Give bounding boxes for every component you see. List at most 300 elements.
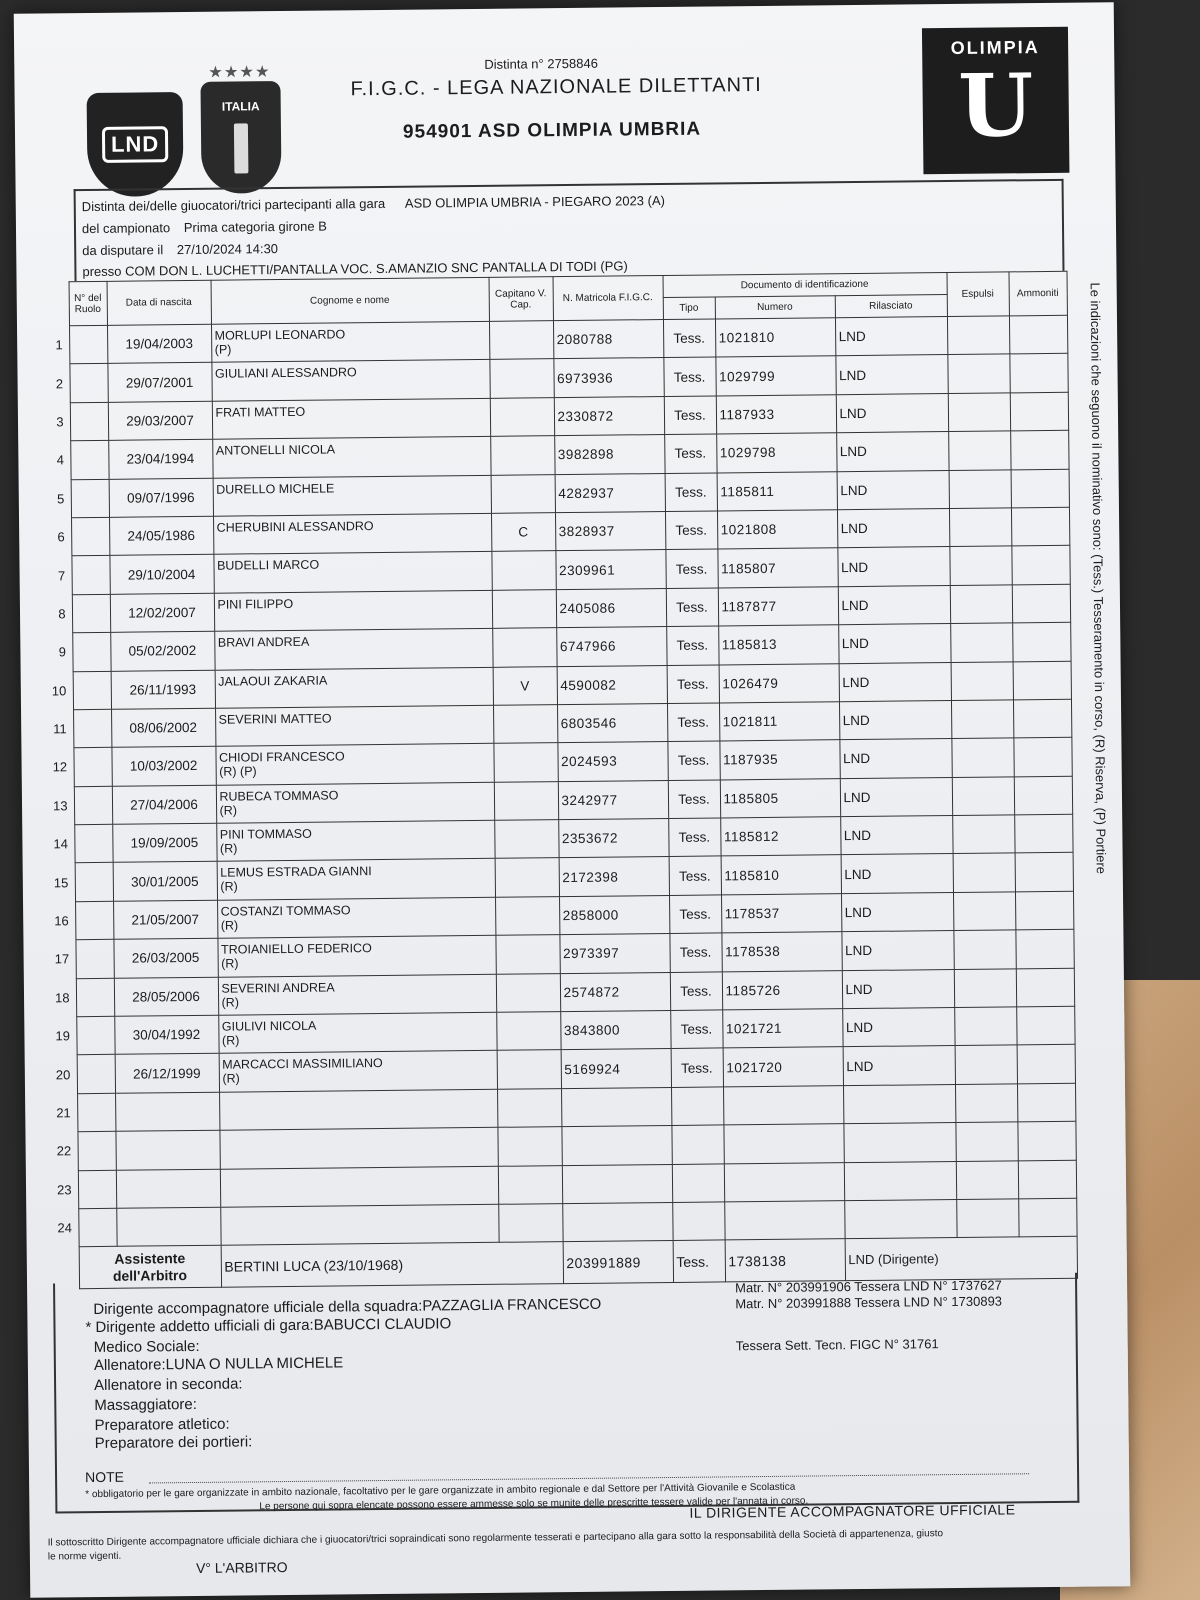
match-line <box>82 193 665 214</box>
matricola <box>561 1087 671 1127</box>
player-name <box>218 974 496 1015</box>
player-name <box>212 437 490 478</box>
birth-date: 29/07/2001 <box>107 363 211 402</box>
doc-rilasciato <box>844 1161 956 1201</box>
matricola: 4590082 <box>557 665 667 705</box>
captain-mark <box>489 321 553 360</box>
doc-tipo: Tess. <box>663 357 715 396</box>
doc-numero: 1178537 <box>721 894 841 934</box>
role-cell <box>78 1208 116 1247</box>
doc-numero: 1021721 <box>722 1009 842 1049</box>
italia-logo-shield <box>234 123 249 173</box>
player-tag: (R) <box>221 995 240 1010</box>
player-name-text <box>223 1132 494 1135</box>
birth-date <box>116 1207 220 1246</box>
role-cell <box>71 517 109 556</box>
row-number: 4 <box>56 452 64 468</box>
ammoniti-cell <box>1017 1045 1075 1084</box>
birth-date: 12/02/2007 <box>110 593 214 632</box>
doc-rilasciato: LND <box>836 432 948 472</box>
player-tag <box>223 1094 494 1097</box>
ammoniti-cell <box>1009 354 1067 393</box>
player-tag: (P) <box>214 342 232 357</box>
assistant-numero: 1738138 <box>725 1239 845 1282</box>
referee-label: V° L'ARBITRO <box>195 1559 288 1576</box>
players-table <box>43 271 1078 1290</box>
role-cell <box>78 1170 116 1209</box>
role-cell <box>71 479 109 518</box>
doc-tipo: Tess. <box>666 626 718 665</box>
doc-rilasciato: LND <box>839 739 951 779</box>
birth-date: 26/11/1993 <box>111 670 215 709</box>
player-tag: (R) <box>220 879 238 895</box>
espulsi-cell <box>951 700 1013 739</box>
player-name-text: ANTONELLI NICOLA <box>215 442 336 458</box>
role-cell <box>73 709 111 748</box>
fine-print-4: le norme vigenti. <box>47 1550 122 1563</box>
col-tipo: Tipo <box>663 297 715 320</box>
assistant-label-line2: dell'Arbitro <box>112 1266 188 1284</box>
doc-numero: 1185812 <box>720 817 840 857</box>
row-number: 9 <box>58 644 67 660</box>
player-name <box>211 360 489 401</box>
captain-mark <box>492 628 556 667</box>
player-name <box>217 936 495 977</box>
birth-date: 19/09/2005 <box>112 823 216 862</box>
col-document: Documento di identificazione <box>663 273 947 298</box>
matricola: 2858000 <box>559 895 669 935</box>
doc-tipo <box>672 1164 724 1203</box>
row-number: 20 <box>55 1066 71 1083</box>
captain-mark <box>495 935 559 974</box>
role-cell <box>74 824 112 863</box>
espulsi-cell <box>950 585 1012 624</box>
row-number: 15 <box>53 874 69 891</box>
doc-numero: 1021811 <box>719 702 839 742</box>
birth-date: 21/05/2007 <box>113 900 217 939</box>
ammoniti-cell <box>1018 1198 1076 1237</box>
player-name-text: BUDELLI MARCO <box>216 557 320 574</box>
player-tag: (R) <box>220 918 239 933</box>
captain-mark <box>493 705 557 744</box>
matricola: 2574872 <box>560 972 670 1012</box>
espulsi-cell <box>955 1045 1017 1084</box>
doc-rilasciato: LND <box>835 355 947 395</box>
birth-date: 28/05/2006 <box>114 977 218 1016</box>
espulsi-cell <box>950 623 1012 662</box>
date-line <box>82 241 278 258</box>
doc-tipo: Tess. <box>666 588 718 627</box>
espulsi-cell <box>953 930 1015 969</box>
doc-tipo: Tess. <box>665 549 717 588</box>
doc-tipo <box>672 1202 724 1241</box>
matricola: 2309961 <box>555 550 665 590</box>
birth-date: 29/03/2007 <box>108 401 212 440</box>
matricola: 4282937 <box>555 473 665 513</box>
matricola: 2172398 <box>559 857 669 897</box>
match-info-box <box>74 179 1065 281</box>
matricola <box>562 1202 672 1242</box>
role-cell <box>77 1132 115 1171</box>
espulsi-cell <box>949 546 1011 585</box>
espulsi-cell <box>955 1084 1017 1123</box>
col-espulsi: Espulsi <box>946 272 1008 317</box>
matricola: 3843800 <box>560 1011 670 1051</box>
doc-numero: 1178538 <box>721 932 841 972</box>
ammoniti-cell <box>1010 392 1068 431</box>
player-name <box>213 552 491 593</box>
row-number: 5 <box>57 491 65 507</box>
allenatore-seconda: Allenatore in seconda: <box>94 1375 243 1395</box>
role-cell <box>69 325 107 364</box>
row-number: 1 <box>55 337 63 353</box>
matricola <box>561 1126 671 1166</box>
captain-mark <box>491 474 555 513</box>
doc-rilasciato <box>843 1123 955 1163</box>
espulsi-cell <box>948 393 1010 432</box>
role-cell <box>73 748 111 787</box>
club-title: 954901 ASD OLIMPIA UMBRIA <box>402 118 702 143</box>
player-name-text: TROIANIELLO FEDERICO <box>220 941 372 957</box>
assistant-rilasciato: LND (Dirigente) <box>845 1237 1077 1281</box>
doc-numero: 1187933 <box>716 394 836 434</box>
birth-date: 30/01/2005 <box>113 862 217 901</box>
col-ammoniti: Ammoniti <box>1008 271 1066 316</box>
row-number: 8 <box>58 606 66 622</box>
birth-date: 29/10/2004 <box>109 555 213 594</box>
fine-print-3: Il sottoscritto Dirigente accompagnatore ufficiale dichiara che i giuocatori/trici sopraindicati sono regolarmente tesserati e partecipano alla gara sotto la responsabilità della Società di appartenenza, giusto <box>47 1528 944 1549</box>
player-name <box>220 1204 498 1245</box>
captain-mark <box>497 1050 561 1089</box>
row-number: 18 <box>54 990 70 1006</box>
row-number: 16 <box>54 913 69 929</box>
ammoniti-cell <box>1014 776 1072 815</box>
matricola: 3982898 <box>554 435 664 475</box>
captain-mark <box>497 1127 561 1166</box>
captain-mark <box>496 973 560 1012</box>
matricola: 3828937 <box>555 511 665 551</box>
role-cell <box>75 863 113 902</box>
espulsi-cell <box>949 469 1011 508</box>
ammoniti-cell <box>1014 814 1072 853</box>
role-cell <box>75 901 113 940</box>
espulsi-cell <box>956 1199 1018 1238</box>
doc-rilasciato: LND <box>835 317 947 357</box>
captain-mark <box>497 1088 561 1127</box>
doc-tipo: Tess. <box>669 933 721 972</box>
doc-numero: 1021720 <box>723 1047 843 1087</box>
doc-numero <box>724 1162 844 1202</box>
doc-rilasciato: LND <box>837 470 949 510</box>
doc-rilasciato: LND <box>839 662 951 702</box>
row-number: 19 <box>55 1028 71 1044</box>
doc-tipo: Tess. <box>668 780 720 819</box>
doc-tipo: Tess. <box>671 1048 723 1087</box>
captain-mark <box>492 589 556 628</box>
player-tag: (R) (P) <box>219 764 257 779</box>
doc-rilasciato: LND <box>838 624 950 664</box>
captain-mark <box>496 1012 560 1051</box>
player-tag: (R) <box>221 956 239 971</box>
role-cell <box>72 594 110 633</box>
birth-date: 30/04/1992 <box>114 1015 218 1054</box>
col-rilasciato: Rilasciato <box>835 295 947 318</box>
matricola: 2353672 <box>558 819 668 859</box>
player-name-text: FRATI MATTEO <box>215 404 306 420</box>
espulsi-cell <box>951 661 1013 700</box>
player-name-text <box>223 1170 494 1173</box>
player-name <box>217 859 495 900</box>
player-name <box>219 1128 497 1169</box>
player-tag <box>223 1170 494 1173</box>
captain-mark <box>494 820 558 859</box>
row-number: 21 <box>56 1105 71 1121</box>
doc-rilasciato: LND <box>840 777 952 817</box>
matricola: 2405086 <box>556 588 666 628</box>
date-value: 27/10/2024 14:30 <box>176 241 279 258</box>
doc-numero: 1185813 <box>718 625 838 665</box>
row-number: 10 <box>51 682 67 699</box>
role-cell <box>69 364 107 403</box>
row-number: 13 <box>52 798 68 814</box>
espulsi-cell <box>951 738 1013 777</box>
matricola: 2330872 <box>554 396 664 436</box>
allenatore: Allenatore:LUNA O NULLA MICHELE <box>93 1354 344 1375</box>
birth-date: 09/07/1996 <box>109 478 213 517</box>
doc-rilasciato: LND <box>839 700 951 740</box>
championship-label: del campionato <box>81 220 171 237</box>
espulsi-cell <box>954 969 1016 1008</box>
player-name <box>214 590 492 631</box>
assistant-label-line1: Assistente <box>114 1249 186 1267</box>
player-name <box>214 628 492 669</box>
player-name <box>212 398 490 439</box>
doc-numero: 1185807 <box>717 548 837 588</box>
championship-value: Prima categoria girone B <box>183 218 327 236</box>
matricola-line-2: Matr. N° 203991888 Tessera LND N° 1730893 <box>735 1293 1003 1312</box>
player-name <box>216 820 494 861</box>
row-number: 11 <box>53 721 67 737</box>
tessera-tecnica: Tessera Sett. Tecn. FIGC N° 31761 <box>735 1336 939 1354</box>
doc-rilasciato: LND <box>842 1008 954 1048</box>
ammoniti-cell <box>1013 699 1071 738</box>
row-number: 24 <box>57 1220 73 1236</box>
ammoniti-cell <box>1011 507 1069 546</box>
captain-mark: C <box>491 513 555 552</box>
match-label: Distinta dei/delle giuocatori/trici partecipanti alla gara <box>81 195 386 215</box>
birth-date: 08/06/2002 <box>111 708 215 747</box>
espulsi-cell <box>947 354 1009 393</box>
matricola <box>562 1164 672 1204</box>
espulsi-cell <box>948 431 1010 470</box>
doc-tipo: Tess. <box>667 741 719 780</box>
birth-date <box>115 1092 219 1131</box>
fine-print-2: Le persone qui sopra elencate possono essere ammesse solo se munite delle prescritte tessere valide per l'annata in corso. <box>259 1495 809 1513</box>
ammoniti-cell <box>1011 546 1069 585</box>
ammoniti-cell <box>1017 1083 1075 1122</box>
col-role: N° del Ruolo <box>69 281 107 325</box>
col-birth: Data di nascita <box>107 280 211 325</box>
ammoniti-cell <box>1010 430 1068 469</box>
doc-numero: 1185811 <box>717 471 837 511</box>
espulsi-cell <box>953 892 1015 931</box>
espulsi-cell <box>952 777 1014 816</box>
doc-numero: 1029799 <box>715 356 835 396</box>
doc-tipo <box>671 1125 723 1164</box>
matricola: 2973397 <box>559 934 669 974</box>
row-number: 3 <box>56 414 64 430</box>
col-captain: Capitano V. Cap. <box>489 277 553 322</box>
doc-rilasciato <box>843 1084 955 1124</box>
player-name <box>213 513 491 554</box>
player-name <box>213 475 491 516</box>
captain-mark: V <box>493 666 557 705</box>
assistant-tipo: Tess. <box>673 1240 725 1283</box>
player-name <box>220 1166 498 1207</box>
col-numero: Numero <box>715 296 835 319</box>
doc-tipo: Tess. <box>667 703 719 742</box>
player-name-text: RUBECA TOMMASO <box>219 788 339 804</box>
rownum-header <box>43 282 69 326</box>
doc-tipo: Tess. <box>664 396 716 435</box>
row-number: 2 <box>55 375 64 391</box>
doc-rilasciato: LND <box>841 892 953 932</box>
ammoniti-cell <box>1016 1006 1074 1045</box>
birth-date: 05/02/2002 <box>110 631 214 670</box>
row-number: 6 <box>57 529 65 545</box>
espulsi-cell <box>955 1122 1017 1161</box>
doc-numero: 1021808 <box>717 510 837 550</box>
birth-date <box>115 1130 219 1169</box>
row-number: 14 <box>53 836 69 852</box>
role-cell <box>73 671 111 710</box>
ammoniti-cell <box>1018 1160 1076 1199</box>
player-name-text: PINI FILIPPO <box>217 596 294 612</box>
massaggiatore: Massaggiatore: <box>94 1395 197 1415</box>
birth-date: 26/03/2005 <box>113 938 217 977</box>
side-note-text: Le indicazioni che seguono il nominativo sono: (Tess.) Tesseramento in corso, (R) Riserva, (P) Portiere <box>1087 282 1109 875</box>
player-tag: (R) <box>219 841 238 856</box>
olimpia-logo-mark: U <box>957 55 1034 157</box>
col-matricola: N. Matricola F.I.G.C. <box>553 276 663 321</box>
doc-rilasciato: LND <box>842 969 954 1009</box>
doc-tipo <box>671 1087 723 1126</box>
player-name-text <box>223 1094 494 1097</box>
italia-logo-text: ITALIA <box>221 99 260 114</box>
player-name <box>211 321 489 362</box>
assistant-name: BERTINI LUCA (23/10/1968) <box>221 1242 563 1288</box>
dirigente-accompagnatore: Dirigente accompagnatore ufficiale della squadra:PAZZAGLIA FRANCESCO <box>93 1295 602 1319</box>
ammoniti-cell <box>1009 315 1067 354</box>
championship-line <box>82 219 327 237</box>
captain-mark <box>490 436 554 475</box>
player-name <box>216 782 494 823</box>
doc-rilasciato: LND <box>837 547 949 587</box>
player-name <box>215 667 493 708</box>
row-number: 22 <box>56 1143 72 1159</box>
ammoniti-cell <box>1012 622 1070 661</box>
doc-numero: 1026479 <box>719 663 839 703</box>
stars-icon: ★★★★ <box>209 63 272 80</box>
birth-date: 19/04/2003 <box>107 324 211 363</box>
player-name-text: LEMUS ESTRADA GIANNI <box>220 864 372 881</box>
captain-mark <box>491 551 555 590</box>
player-name-text: BRAVI ANDREA <box>217 634 310 650</box>
ammoniti-cell <box>1016 968 1074 1007</box>
captain-mark <box>493 743 557 782</box>
ammoniti-cell <box>1013 661 1071 700</box>
doc-tipo: Tess. <box>667 664 719 703</box>
matricola: 2080788 <box>553 320 663 360</box>
role-cell <box>75 940 113 979</box>
espulsi-cell <box>956 1160 1018 1199</box>
doc-tipo: Tess. <box>669 856 721 895</box>
player-name-text: GIULIANI ALESSANDRO <box>214 365 357 382</box>
player-tag: (R) <box>219 803 238 818</box>
italia-logo <box>200 63 281 194</box>
player-name-text: MARCACCI MASSIMILIANO <box>222 1056 383 1073</box>
player-name-text: SEVERINI ANDREA <box>221 980 335 996</box>
player-name-text: DURELLO MICHELE <box>216 481 335 497</box>
olimpia-logo <box>922 27 1070 175</box>
doc-tipo: Tess. <box>669 895 721 934</box>
doc-rilasciato: LND <box>841 854 953 894</box>
birth-date: 26/12/1999 <box>115 1054 219 1093</box>
role-cell <box>74 786 112 825</box>
match-value: ASD OLIMPIA UMBRIA - PIEGARO 2023 (A) <box>404 192 666 211</box>
doc-numero: 1029798 <box>716 433 836 473</box>
signature-label: IL DIRIGENTE ACCOMPAGNATORE UFFICIALE <box>689 1501 1016 1521</box>
olimpia-logo-text: OLIMPIA <box>950 37 1040 58</box>
doc-numero <box>723 1085 843 1125</box>
player-name-text: CHIODI FRANCESCO <box>218 749 345 765</box>
captain-mark <box>498 1204 562 1243</box>
birth-date: 27/04/2006 <box>112 785 216 824</box>
note-label: NOTE <box>84 1468 125 1486</box>
venue-line: presso COM DON L. LUCHETTI/PANTALLA VOC. S.AMANZIO SNC PANTALLA DI TODI (PG) <box>82 258 628 280</box>
federation-title: F.I.G.C. - LEGA NAZIONALE DILETTANTI <box>350 73 762 101</box>
role-cell <box>77 1093 115 1132</box>
matricola-line-1: Matr. N° 203991906 Tessera LND N° 1737627 <box>735 1277 1002 1296</box>
role-cell <box>72 632 110 671</box>
col-name: Cognome e nome <box>211 277 489 324</box>
captain-mark <box>489 359 553 398</box>
player-name <box>217 897 495 938</box>
espulsi-cell <box>953 853 1015 892</box>
player-tag: (R) <box>221 1033 240 1048</box>
assistant-matricola: 203991889 <box>563 1241 673 1284</box>
doc-numero: 1187877 <box>718 586 838 626</box>
birth-date: 24/05/1986 <box>109 516 213 555</box>
ammoniti-cell <box>1015 930 1073 969</box>
player-tag <box>224 1209 495 1212</box>
doc-rilasciato: LND <box>840 816 952 856</box>
player-tag <box>223 1132 494 1135</box>
role-cell <box>70 441 108 480</box>
doc-rilasciato: LND <box>838 585 950 625</box>
player-name-text: MORLUPI LEONARDO <box>214 327 346 343</box>
player-name-text: CHERUBINI ALESSANDRO <box>216 519 374 535</box>
captain-mark <box>494 781 558 820</box>
player-name-text: JALAOUI ZAKARIA <box>218 673 328 689</box>
matricola: 6803546 <box>557 703 667 743</box>
team-sheet-document <box>14 2 1131 1597</box>
role-cell <box>70 402 108 441</box>
espulsi-cell <box>954 1007 1016 1046</box>
date-label: da disputare il <box>82 242 164 259</box>
captain-mark <box>498 1165 562 1204</box>
doc-rilasciato: LND <box>843 1046 955 1086</box>
